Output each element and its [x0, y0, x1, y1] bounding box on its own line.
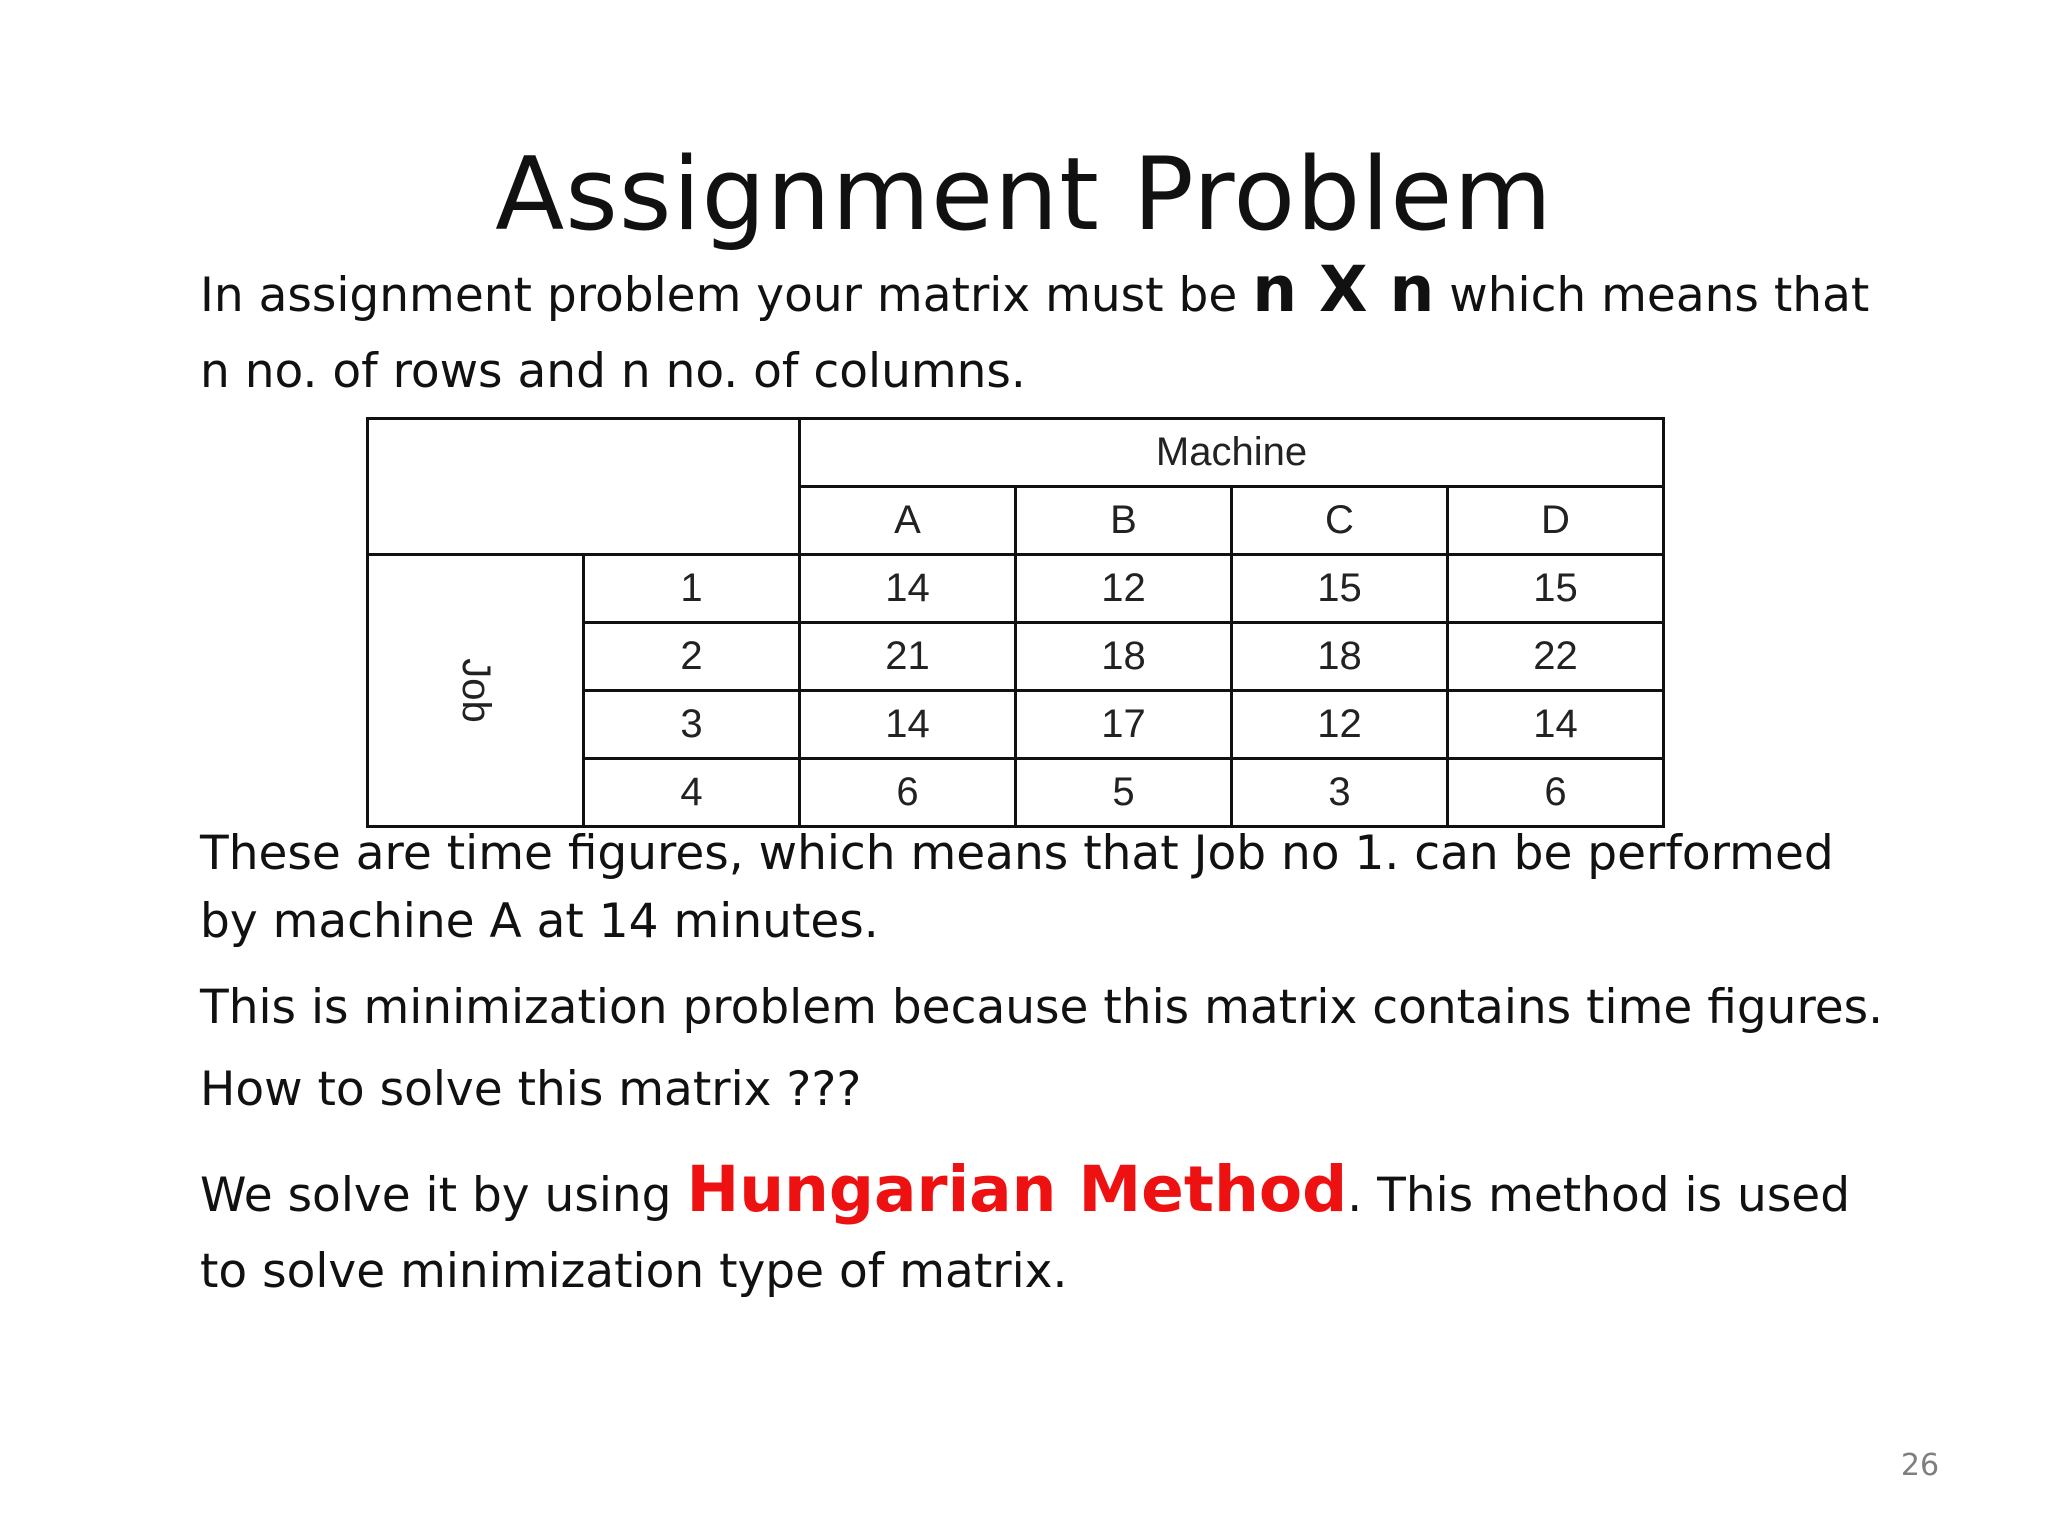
question-paragraph: How to solve this matrix ??? — [200, 1062, 862, 1117]
matrix-cell: 14 — [800, 555, 1016, 623]
machine-column-header: A — [800, 487, 1016, 555]
job-row-label: 1 — [584, 555, 800, 623]
assignment-matrix — [366, 417, 1665, 828]
page-number: 26 — [1900, 1448, 1940, 1483]
matrix-cell: 18 — [1232, 623, 1448, 691]
machine-column-header: D — [1448, 487, 1664, 555]
matrix-cell: 17 — [1016, 691, 1232, 759]
job-header-cell — [368, 555, 584, 827]
matrix-header-row — [368, 419, 1664, 487]
job-row-label: 2 — [584, 623, 800, 691]
matrix-cell: 18 — [1016, 623, 1232, 691]
job-header: Job — [454, 658, 498, 723]
method-text-before: We solve it by using — [200, 1168, 687, 1223]
matrix-size-emphasis: n X n — [1252, 253, 1435, 326]
machine-column-header: C — [1232, 487, 1448, 555]
method-text-after: . This method is used to solve minimization type of matrix. — [200, 1168, 1851, 1299]
minimization-paragraph: This is minimization problem because this matrix contains time figures. — [200, 980, 1884, 1035]
table-row — [368, 555, 1664, 623]
matrix-cell: 6 — [800, 759, 1016, 827]
intro-text-before: In assignment problem your matrix must be — [200, 268, 1253, 323]
method-paragraph — [200, 1152, 1900, 1310]
matrix-corner-cell — [368, 419, 800, 555]
intro-paragraph — [200, 252, 1900, 410]
matrix-cell: 21 — [800, 623, 1016, 691]
matrix-cell: 6 — [1448, 759, 1664, 827]
machine-column-header: B — [1016, 487, 1232, 555]
intro-text-after: which means that n no. of rows and n no. of columns. — [200, 268, 1870, 399]
job-row-label: 3 — [584, 691, 800, 759]
assignment-matrix-table — [366, 417, 1665, 828]
machine-header: Machine — [800, 419, 1664, 487]
time-figures-paragraph: These are time figures, which means that Job no 1. can be performed by machine A at 14 minutes. — [200, 826, 1834, 949]
matrix-cell: 14 — [800, 691, 1016, 759]
matrix-cell: 5 — [1016, 759, 1232, 827]
job-row-label: 4 — [584, 759, 800, 827]
matrix-cell: 12 — [1232, 691, 1448, 759]
matrix-cell: 15 — [1448, 555, 1664, 623]
matrix-cell: 14 — [1448, 691, 1664, 759]
matrix-cell: 15 — [1232, 555, 1448, 623]
matrix-cell: 22 — [1448, 623, 1664, 691]
matrix-cell: 12 — [1016, 555, 1232, 623]
hungarian-method-highlight: Hungarian Method — [686, 1153, 1348, 1226]
slide-title: Assignment Problem — [495, 135, 1553, 253]
matrix-cell: 3 — [1232, 759, 1448, 827]
